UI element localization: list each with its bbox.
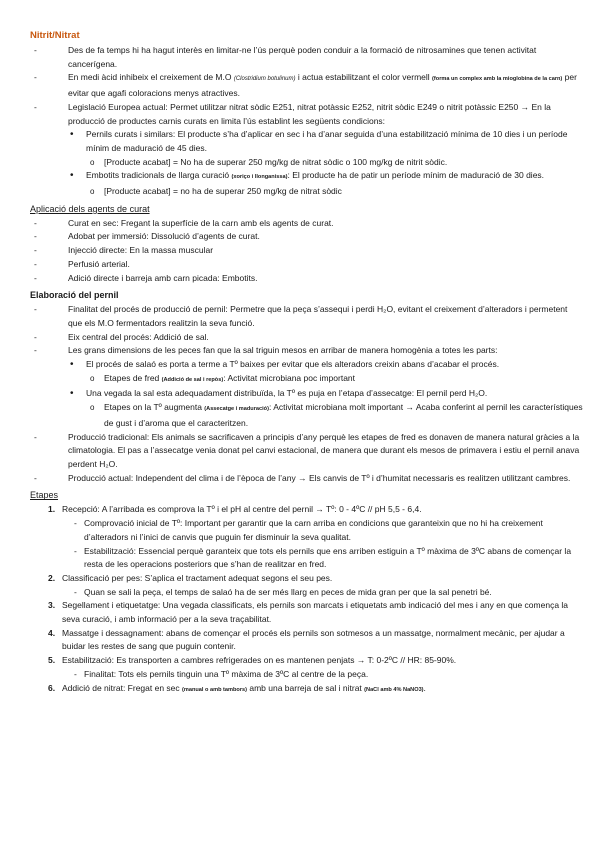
circle-marker: o — [90, 157, 95, 167]
list-item: - Finalitat del procés de producció de pernil: Permetre que la peça s’assequi i perdi H₂O, evitant el creixement d’alteradors i permetent que els M.O fermentadors realitzin la seva funció. — [34, 304, 568, 328]
number-marker: 6. — [48, 682, 56, 693]
dash-marker: - — [34, 472, 37, 483]
dash-marker: - — [34, 258, 37, 269]
numbered-sub-item: - Finalitat: Tots els pernils tinguin una Tº màxima de 3ºC al centre de la peça. — [28, 668, 583, 682]
numbered-item: 1. Recepció: A l’arribada es comprova la Tº i el pH al centre del pernil → Tº: 0 - 4ºC // pH 5,5 - 6,4. — [28, 503, 583, 517]
section-heading-elaboracio: Elaboració del pernil — [30, 290, 119, 301]
circle-marker: o — [90, 373, 95, 383]
dash-marker: - — [34, 431, 37, 442]
numbered-sub-item: - Quan se sali la peça, el temps de salaó ha de ser més llarg en peces de mida gran per que la sal penetri bé. — [28, 586, 583, 600]
dash-marker: - — [74, 518, 77, 529]
numbered-item: 6. Addició de nitrat: Fregat en sec (manual o amb tambors) amb una barreja de sal i nitrat (NaCl amb 4% NaNO3). — [28, 682, 583, 698]
list-item: - Producció actual: Independent del clima i de l’època de l’any → Els canvis de Tº i d’humitat necessaris es realitzen utilitzant cambres. — [28, 472, 583, 486]
dash-marker: - — [34, 272, 37, 283]
bullet-item: • Una vegada la sal esta adequadament distribuïda, la Tº es puja en l’etapa d’assecatge: El pernil perd H₂O. — [70, 388, 488, 400]
numbered-sub-item: - Estabilització: Essencial perquè garanteix que tots els pernils que ens arriben estiguin a Tº màxima de 3ºC abans de començar la resta de les operacions posteriors que s’han de realitzar en fred. — [74, 545, 572, 570]
dash-marker: - — [34, 345, 37, 356]
dash-marker: - — [34, 72, 37, 83]
bullet-marker: • — [70, 170, 74, 182]
dash-marker: - — [34, 331, 37, 342]
section-title-nitrit: Nitrit/Nitrat — [30, 30, 80, 41]
number-marker: 2. — [48, 572, 56, 583]
dash-marker: - — [34, 231, 37, 242]
sub-bullet-item: o Etapes de fred (Addició de sal i repòs): Activitat microbiana poc important — [28, 372, 583, 388]
numbered-item: 4. Massatge i dessagnament: abans de començar el procés els pernils son sotmesos a un massatge, normalment mecànic, per ajudar a buidar les restes de sang que puguin contenir. — [48, 627, 565, 652]
dash-marker: - — [34, 217, 37, 228]
number-marker: 3. — [48, 600, 56, 611]
list-item: - Injecció directe: En la massa muscular — [28, 244, 583, 258]
number-marker: 1. — [48, 504, 56, 515]
circle-marker: o — [90, 403, 95, 413]
list-item: - Adobat per immersió: Dissolució d’agents de curat. — [28, 230, 583, 244]
list-item: - Perfusió arterial. — [28, 258, 583, 272]
dash-marker: - — [74, 668, 77, 679]
bullet-marker: • — [70, 388, 74, 400]
list-item: - Des de fa temps hi ha hagut interès en limitar-ne l’ús perquè poden conduir a la formació de nitrosamines que tenen activitat cancerígena. — [34, 45, 537, 69]
section-heading-etapes: Etapes — [30, 490, 59, 501]
list-item: - Adició directe i barreja amb carn picada: Embotits. — [28, 272, 583, 286]
bullet-item: • El procés de salaó es porta a terme a Tº baixes per evitar que els alteradors creixin abans d’acabar el procés. — [70, 359, 500, 371]
dash-marker: - — [74, 545, 77, 556]
list-item: - Legislació Europea actual: Permet utilitzar nitrat sòdic E251, nitrat potàssic E252, nitrit sòdic E249 o nitrit potàssic E250 → En la producció de productes carnis curats en limita l’ús establint les següents condicions: — [34, 101, 551, 126]
dash-marker: - — [34, 245, 37, 256]
section-heading-aplicacio: Aplicació dels agents de curat — [30, 203, 150, 214]
list-item: - Eix central del procés: Addició de sal. — [28, 331, 583, 345]
list-item: - Les grans dimensions de les peces fan que la sal triguin mesos en arribar de manera homogènia a totes les parts: — [28, 344, 583, 358]
list-item: - Curat en sec: Fregant la superfície de la carn amb els agents de curat. — [28, 217, 583, 231]
circle-marker: o — [90, 187, 95, 197]
list-item: - En medi àcid inhibeix el creixement de M.O (Clostridium botulinum) i actua estabilitzant el color vermell (forma un complex amb la mioglobina de la carn) per evitar que agafi coloracions menys atractives. — [34, 72, 577, 99]
dash-marker: - — [34, 304, 37, 315]
sub-bullet-item: o [Producte acabat] = no ha de superar 250 mg/kg de nitrat sòdic — [28, 185, 583, 199]
sub-bullet-item: o Etapes on la Tº augmenta (Assecatge i maduració): Activitat microbiana molt important → Acaba conferint al pernil les característiques de gust i d’aroma que el caracteritzen. — [90, 402, 583, 428]
bullet-item: • Embotits tradicionals de llarga curació (xoriço i llonganissa): El producte ha de patir un període mínim de maduració de 30 dies. — [70, 170, 545, 182]
document-page — [28, 30, 583, 697]
dash-marker: - — [34, 101, 37, 112]
sub-bullet-item: o [Producte acabat] = No ha de superar 250 mg/kg de nitrat sòdic o 100 mg/kg de nitrit sòdic. — [28, 156, 583, 170]
numbered-item: 3. Segellament i etiquetatge: Una vegada classificats, els pernils son marcats i etiquetats amb indicació del mes i any en que comença la seva curació, i amb informació per a la seva traçabilitat. — [48, 600, 569, 625]
bullet-marker: • — [70, 359, 74, 371]
list-item: - Producció tradicional: Els animals se sacrificaven a principis d’any perquè les etapes de fred es donaven de manera natural gràcies a la climatologia. El pas a l’assecatge venia donat pel canvi estacional, de manera que durant els mesos de primavera i estiu el pernil anava perdent H₂O. — [34, 431, 580, 469]
numbered-item: 2. Classificació per pes: S’aplica el tractament adequat segons el seu pes. — [28, 572, 583, 586]
bullet-marker: • — [70, 129, 74, 141]
number-marker: 5. — [48, 655, 56, 666]
bullet-item: • Pernils curats i similars: El producte s’ha d’aplicar en sec i ha d’anar seguida d’una estabilització mínima de 10 dies i un període mínim de maduració de 45 dies. — [70, 129, 568, 153]
number-marker: 4. — [48, 627, 56, 638]
dash-marker: - — [34, 45, 37, 55]
numbered-sub-item: - Comprovació inicial de Tº: Important per garantir que la carn arriba en condicions que garanteixin que no hi ha creixement d’alteradors ni l’inici de canvis que puguin fer disminuir la seva qualitat. — [74, 518, 543, 542]
numbered-item: 5. Estabilització: Es transporten a cambres refrigerades on es mantenen penjats → T: 0-2ºC // HR: 85-90%. — [28, 654, 583, 668]
dash-marker: - — [74, 586, 77, 597]
